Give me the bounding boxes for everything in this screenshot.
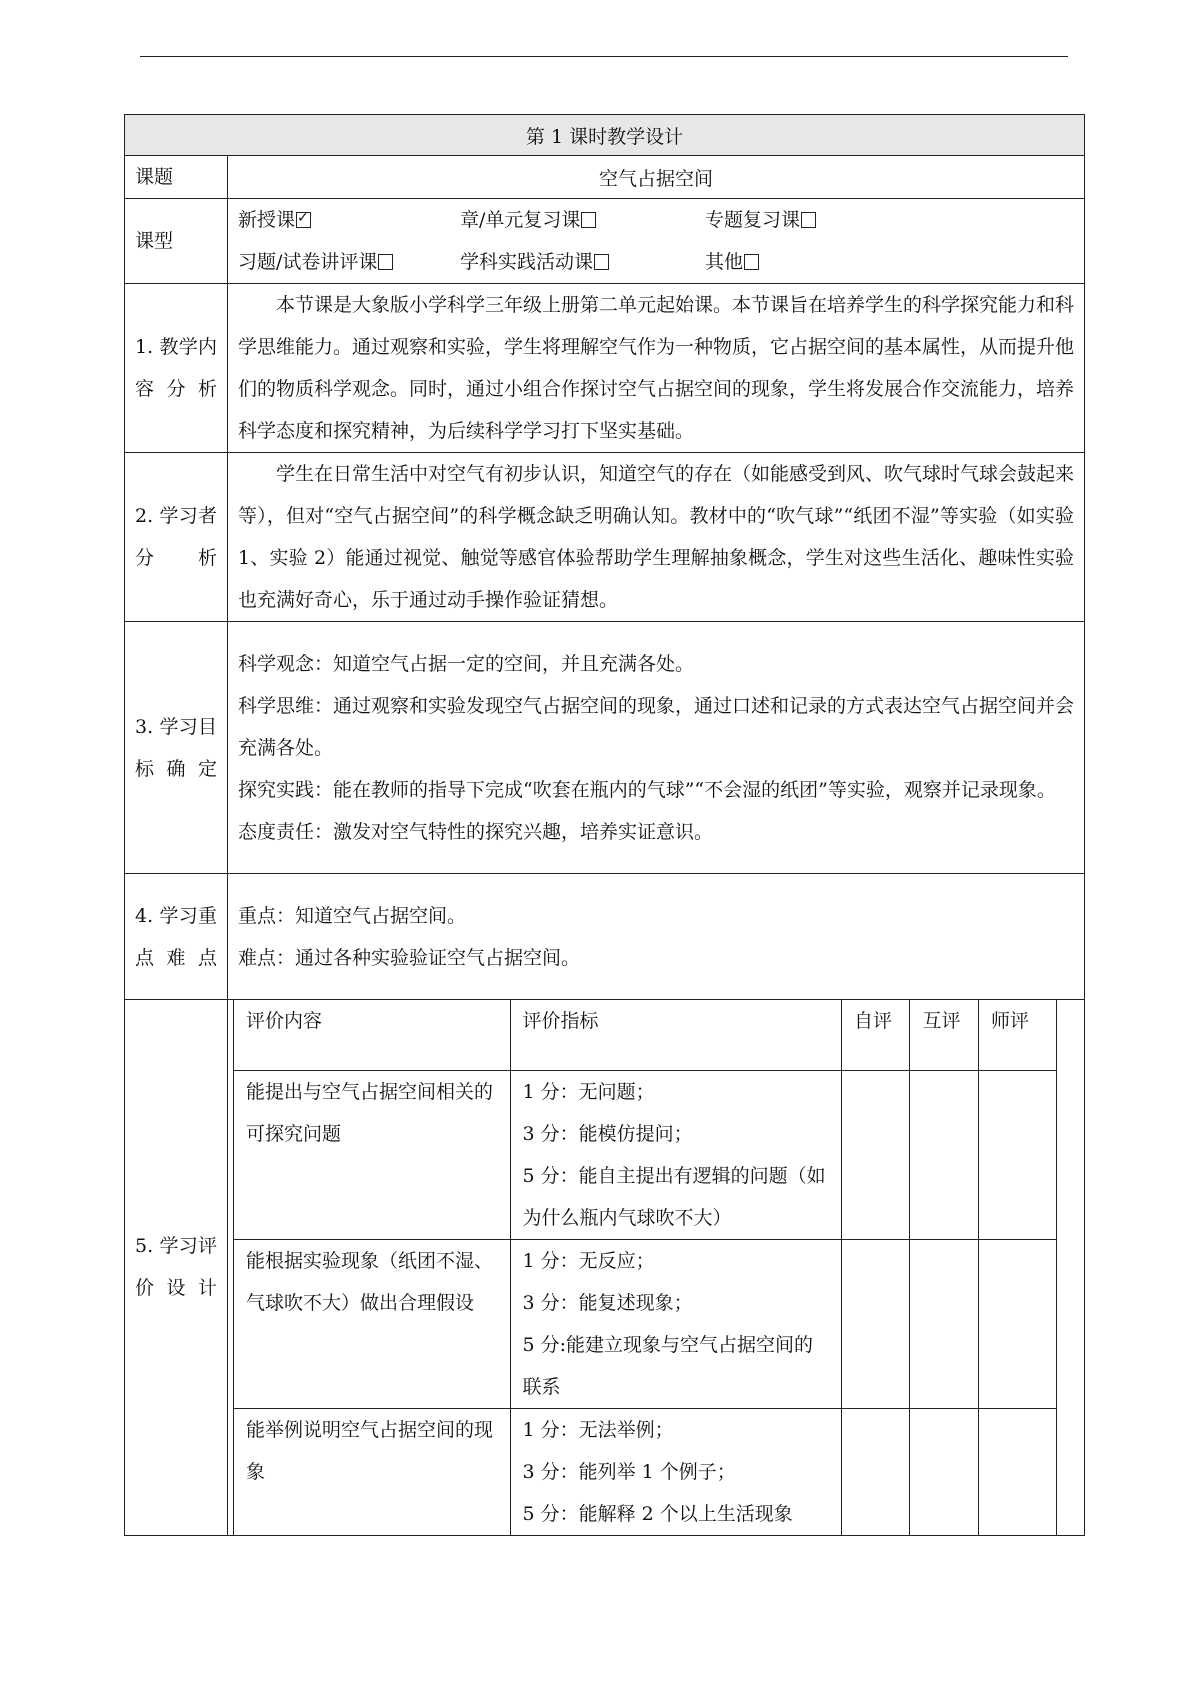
checkbox-checked-icon bbox=[296, 212, 311, 228]
checkbox-icon bbox=[594, 254, 609, 270]
key-points-cell bbox=[228, 874, 1085, 1000]
learner-analysis-cell bbox=[228, 453, 1085, 622]
teacher-score-cell bbox=[978, 1070, 1056, 1239]
checkbox-icon bbox=[744, 254, 759, 270]
lesson-type-label: 课型 bbox=[125, 199, 228, 284]
header-cell: 评价指标 bbox=[510, 1000, 841, 1070]
content-analysis-row bbox=[125, 284, 1085, 453]
self-score-cell bbox=[841, 1239, 910, 1408]
content-analysis-label: 1. 教学内容分析 bbox=[125, 284, 228, 453]
evaluation-content: 能举例说明空气占据空间的现象 bbox=[234, 1408, 510, 1535]
table-row bbox=[234, 1408, 1056, 1535]
objectives-cell bbox=[228, 622, 1085, 874]
content-analysis-text: 本节课是大象版小学科学三年级上册第二单元起始课。本节课旨在培养学生的科学探究能力和科学思维能力。通过观察和实验，学生将理解空气作为一种物质，它占据空间的基本属性，从而提升他们的物质科学观念。同时，通过小组合作探讨空气占据空间的现象，学生将发展合作交流能力，培养科学态度和探究精神，为后续科学学习打下坚实基础。 bbox=[238, 294, 1075, 442]
title-row bbox=[125, 115, 1085, 156]
lesson-type-options bbox=[228, 199, 1085, 284]
lesson-type-row bbox=[125, 199, 1085, 284]
evaluation-content: 能提出与空气占据空间相关的可探究问题 bbox=[234, 1070, 510, 1239]
lesson-type-option: 新授课✓ bbox=[238, 199, 460, 241]
evaluation-criteria: 1 分：无法举例； 3 分：能列举 1 个例子； 5 分：能解释 2 个以上生活现象 bbox=[510, 1408, 841, 1535]
lesson-design-table bbox=[124, 114, 1085, 1536]
key-point-item: 难点：通过各种实验验证空气占据空间。 bbox=[238, 946, 581, 969]
peer-score-cell bbox=[910, 1408, 979, 1535]
self-score-cell bbox=[841, 1408, 910, 1535]
evaluation-row bbox=[125, 1000, 1085, 1536]
learner-analysis-label: 2. 学习者分析 bbox=[125, 453, 228, 622]
lesson-type-option: 其他 bbox=[705, 241, 950, 283]
header-cell: 互评 bbox=[910, 1000, 979, 1070]
learner-analysis-row bbox=[125, 453, 1085, 622]
learner-analysis-text: 学生在日常生活中对空气有初步认识，知道空气的存在（如能感受到风、吹气球时气球会鼓起来等），但对“空气占据空间”的科学概念缺乏明确认知。教材中的“吹气球”“纸团不湿”等实验（如实验 1、实验 2）能通过视觉、触觉等感官体验帮助学生理解抽象概念，学生对这些生活化、趣味性实验也充满好奇心，乐于通过动手操作验证猜想。 bbox=[238, 463, 1075, 611]
key-points-row bbox=[125, 874, 1085, 1000]
lesson-type-option: 学科实践活动课 bbox=[460, 241, 705, 283]
self-score-cell bbox=[841, 1070, 910, 1239]
objective-item: 探究实践：能在教师的指导下完成“吹套在瓶内的气球”“不会湿的纸团”等实验，观察并记录现象。 bbox=[238, 778, 1056, 801]
peer-score-cell bbox=[910, 1239, 979, 1408]
objectives-row bbox=[125, 622, 1085, 874]
objectives-label: 3. 学习目标确定 bbox=[125, 622, 228, 874]
evaluation-table bbox=[234, 1000, 1056, 1535]
document-title: 第 1 课时教学设计 bbox=[125, 115, 1085, 156]
lesson-type-option: 专题复习课 bbox=[705, 199, 950, 241]
teacher-score-cell bbox=[978, 1408, 1056, 1535]
lesson-type-option: 章/单元复习课 bbox=[460, 199, 705, 241]
evaluation-criteria: 1 分：无问题； 3 分：能模仿提问； 5 分：能自主提出有逻辑的问题（如为什么瓶内气球吹不大） bbox=[510, 1070, 841, 1239]
checkbox-icon bbox=[378, 254, 393, 270]
objective-item: 态度责任：激发对空气特性的探究兴趣，培养实证意识。 bbox=[238, 820, 714, 843]
evaluation-label: 5. 学习评价设计 bbox=[125, 1000, 228, 1536]
objective-item: 科学观念：知道空气占据一定的空间，并且充满各处。 bbox=[238, 652, 695, 675]
topic-row bbox=[125, 156, 1085, 199]
objective-item: 科学思维：通过观察和实验发现空气占据空间的现象，通过口述和记录的方式表达空气占据空间并会充满各处。 bbox=[238, 694, 1075, 759]
evaluation-cell bbox=[228, 1000, 1085, 1536]
peer-score-cell bbox=[910, 1070, 979, 1239]
checkbox-icon bbox=[801, 212, 816, 228]
header-cell: 自评 bbox=[841, 1000, 910, 1070]
header-rule bbox=[140, 56, 1068, 57]
key-point-item: 重点：知道空气占据空间。 bbox=[238, 904, 467, 927]
content-analysis-cell bbox=[228, 284, 1085, 453]
teacher-score-cell bbox=[978, 1239, 1056, 1408]
header-cell: 师评 bbox=[978, 1000, 1056, 1070]
evaluation-criteria: 1 分：无反应； 3 分：能复述现象； 5 分:能建立现象与空气占据空间的联系 bbox=[510, 1239, 841, 1408]
checkbox-icon bbox=[581, 212, 596, 228]
lesson-type-option: 习题/试卷讲评课 bbox=[238, 241, 460, 283]
header-cell: 评价内容 bbox=[234, 1000, 510, 1070]
topic-label: 课题 bbox=[125, 156, 228, 199]
evaluation-header-row bbox=[234, 1000, 1056, 1070]
key-points-label: 4. 学习重点难点 bbox=[125, 874, 228, 1000]
table-row bbox=[234, 1239, 1056, 1408]
evaluation-content: 能根据实验现象（纸团不湿、气球吹不大）做出合理假设 bbox=[234, 1239, 510, 1408]
topic-value: 空气占据空间 bbox=[228, 156, 1085, 199]
table-row bbox=[234, 1070, 1056, 1239]
